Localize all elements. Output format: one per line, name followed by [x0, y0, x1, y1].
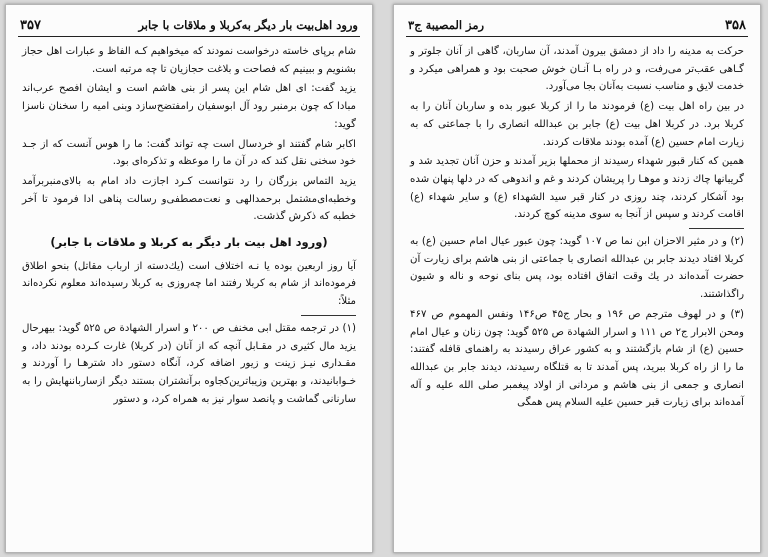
left-paragraph: اکابر شام گفتند او خردسال است چه تواند گفت: ما را هوس آنست که از جـد خود سخنی نقل کند که در آن ما را موعظه و تذکره‌ای بود.	[22, 138, 356, 168]
right-running-header: رمز المصیبة ج۳	[408, 18, 485, 32]
left-paragraph: شام برپای خاسته درخواست نمودند که میخواهیم کـه الفاظ و عبارات اهل حجاز بشنویم و ببینیم که فصاحت و بلاغت حجازیان تا چه مرتبه است.	[22, 46, 356, 75]
left-header-rule	[18, 36, 360, 37]
right-paragraph: همین که کنار قبور شهداء رسیدند از محملها بزیر آمدند و حزن آنان تجدید شد و گریبانها چاك زدند و موهـا را پریشان کردند و غم و اندوهی که در دلها پنهان شده بود آشکار کردند، چند روزی در کنار قبر سید الشهداء (ع) و سایر شهداء (ع) اقامت کردند و سپس از آنجا به سوی مدینه کوچ کردند.	[410, 156, 744, 221]
right-footnote: (۳) و در لهوف مترجم ص ۱۹۶ و بحار ج۴۵ ص۱۴۶ ونفس المهموم ص ۴۶۷ ومحن الابرار ج۲ ص ۱۱۱ و اسرار الشهادة ص ۵۲۵ گوید: چون زنان و عیال امام حسین (ع) از شام بازگشتند و به کشور عراق رسیدند به راهنمای قافله گفتند: ما را از راه کربلا ببرید، پس آمدند تا به قتلگاه رسیدند، دیدند جابر بن عبدالله انصاری و جمعی از بنی هاشم و مردانی از اولاد پیغمبر صلی الله علیه و آله آمده‌اند برای زیارت قبر حسین علیه السلام پس همگی	[410, 308, 744, 409]
right-footnote: (۲) و در مثیر الاحزان ابن نما ص ۱۰۷ گوید: چون عبور عیال امام حسین (ع) به کربلا افتاد دیدند جابر بن عبدالله انصاری با جماعتی از بنی هاشم برای زیارت آن حضرت آمده‌اند در یك وقت اتفاق افتاده بود، پس بنای نوحه و ناله و شیون راگذاشتند.	[410, 236, 744, 301]
left-paragraph: یزید گفت: ای اهل شام این پسر از بنی هاشم است و ایشان افصح عرب‌اند مبادا که چون برمنبر رود آل ابوسفیان رامفتضح‌سازد وبنی امیه را سخنان ناسزا گوید:	[22, 83, 356, 130]
left-footnote: (۱) در ترجمه مقتل ابی مخنف ص ۲۰۰ و اسرار الشهادة ص ۵۲۵ گوید: بیهرحال یزید مال کثیری در مقـابل آنچه که از آنان (در کربلا) غارت کـرده بودند داد، و مقـداری نیـز زینت و زیور اضافه کرد، آنگاه دستور داد شترهـا را آوردند و خـوابانیدند، و بهترین وزیباترین‌کجاوه برآنشتران بستند دیگر ازسارباننهایش را به سارنانی گماشت و پانصد سوار نیز به همراه کرد، و دستور	[22, 322, 356, 405]
section-title: (ورود اهل بیت بار دیگر به کربلا و ملاقات با جابر)	[50, 235, 328, 250]
right-page-body	[410, 43, 744, 414]
left-paragraph: آیا روز اربعین بوده یا نـه اختلاف است (یك‌دسته از ارباب مقاتل) بنحو اطلاق فرموده‌اند از شام به کربلا رفتند اما چه‌روزی به کربلا رسیده‌اند معلوم نکرده‌اند مثلاً:	[22, 260, 356, 308]
footnote-separator	[301, 315, 356, 316]
left-page	[5, 4, 373, 553]
footnote-separator	[689, 228, 744, 229]
left-paragraph: یزید التماس بزرگان را رد نتوانست کـرد اجازت داد امام به بالای‌منبربرآمد وخطبه‌ای‌مشتمل برحمدالهی و نعت‌مصطفی‌و رسالت پناهی ادا فرمود تا آخر خطبه که ذکرش گذشت.	[22, 175, 356, 223]
right-page-header	[408, 14, 746, 36]
right-paragraph: حرکت به مدینه را داد از دمشق بیرون آمدند، آن ساربان، گاهی از آنان جلوتر و گـاهی عقب‌تر می‌رفت، و در راه بـا آنـان خوش صحبت بود و همراهی میکرد و خدمت لایق و مناسب نسبت به‌آنان بجا می‌آورد.	[410, 46, 744, 93]
right-page-number: ۳۵۸	[725, 17, 746, 33]
right-paragraph: در بین راه اهل بیت (ع) فرمودند ما را از کربلا عبور بده و ساربان آنان را به کربلا برد. در کربلا اهل بیت (ع) جابر بن عبدالله انصاری را با جماعتی که به زیارت امام حسین (ع) آمده بودند ملاقات کردند.	[410, 101, 744, 148]
left-page-number: ۳۵۷	[20, 17, 41, 33]
left-page-header	[20, 14, 358, 36]
right-header-rule	[406, 36, 748, 37]
left-running-header: ورود اهل‌بیت بار دیگر به‌کربلا و ملاقات با جابر	[138, 18, 358, 32]
right-page	[393, 4, 761, 553]
left-page-body	[22, 43, 356, 410]
